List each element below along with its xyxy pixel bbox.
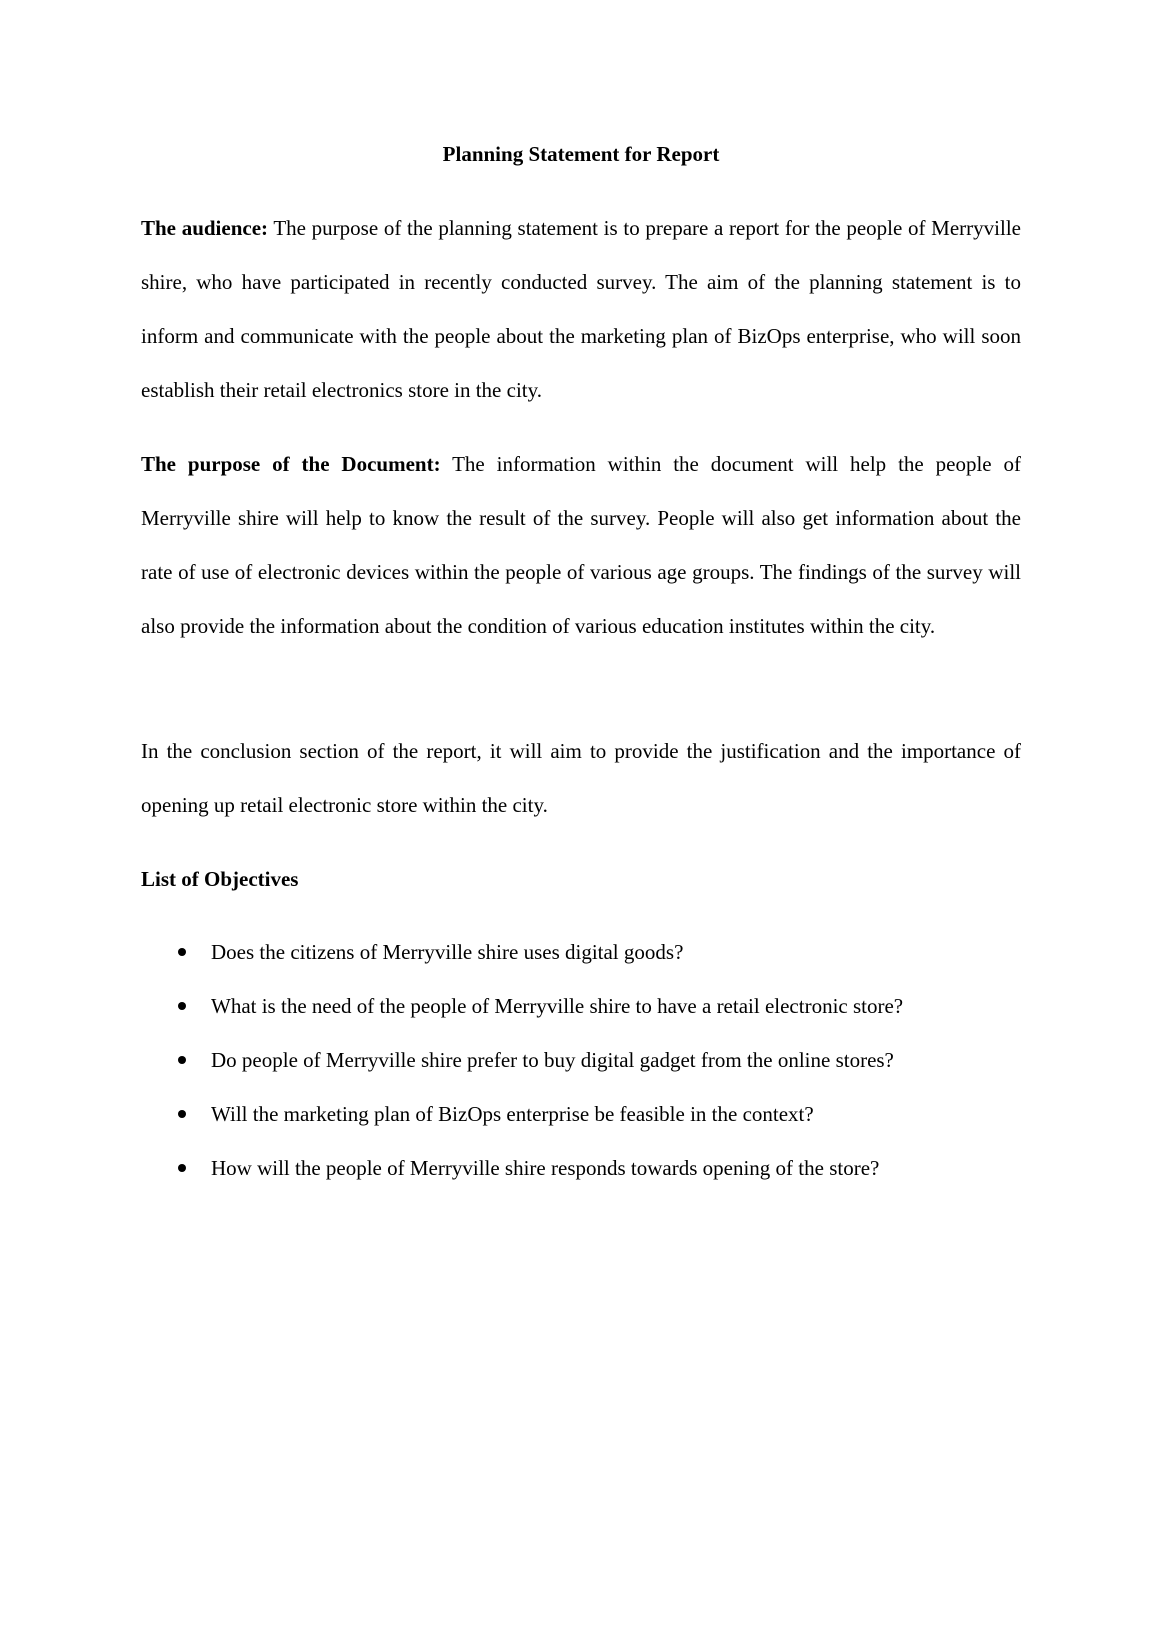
list-item — [141, 1087, 1021, 1141]
bullet-icon — [178, 1110, 186, 1118]
objectives-heading: List of Objectives — [141, 867, 299, 891]
bullet-icon — [178, 948, 186, 956]
audience-text: The purpose of the planning statement is to prepare a report for the people of Merryville shire, who have participated in recently conducted survey. The aim of the planning statement is to inform and communicate with the people about the marketing plan of BizOps enterprise, who will soon establish their retail electronics store in the city. — [141, 216, 1021, 402]
list-item — [141, 1141, 1021, 1195]
conclusion-paragraph: In the conclusion section of the report, it will aim to provide the justification and the importance of opening up retail electronic store within the city. — [141, 739, 1021, 817]
list-item — [141, 1033, 1021, 1087]
bullet-icon — [178, 1056, 186, 1064]
purpose-label: The purpose of the Document: — [141, 452, 441, 476]
objectives-list — [141, 925, 1021, 1195]
document-title: Planning Statement for Report — [442, 142, 720, 166]
objective-text: Does the citizens of Merryville shire uses digital goods? — [211, 940, 684, 964]
objective-text: What is the need of the people of Merryville shire to have a retail electronic store? — [211, 994, 904, 1018]
bullet-icon — [178, 1164, 186, 1172]
purpose-text: The information within the document will help the people of Merryville shire will help to know the result of the survey. People will also get information about the rate of use of electronic devices within the people of various age groups. The findings of the survey will also provide the information about the condition of various education institutes within the city. — [141, 452, 1021, 638]
list-item — [141, 925, 1021, 979]
bullet-icon — [178, 1002, 186, 1010]
audience-paragraph — [141, 201, 1021, 417]
objective-text: Do people of Merryville shire prefer to buy digital gadget from the online stores? — [211, 1048, 894, 1072]
audience-label: The audience: — [141, 216, 269, 240]
list-item — [141, 979, 1021, 1033]
objective-text: How will the people of Merryville shire responds towards opening of the store? — [211, 1156, 880, 1180]
purpose-paragraph — [141, 437, 1021, 653]
objective-text: Will the marketing plan of BizOps enterprise be feasible in the context? — [211, 1102, 814, 1126]
